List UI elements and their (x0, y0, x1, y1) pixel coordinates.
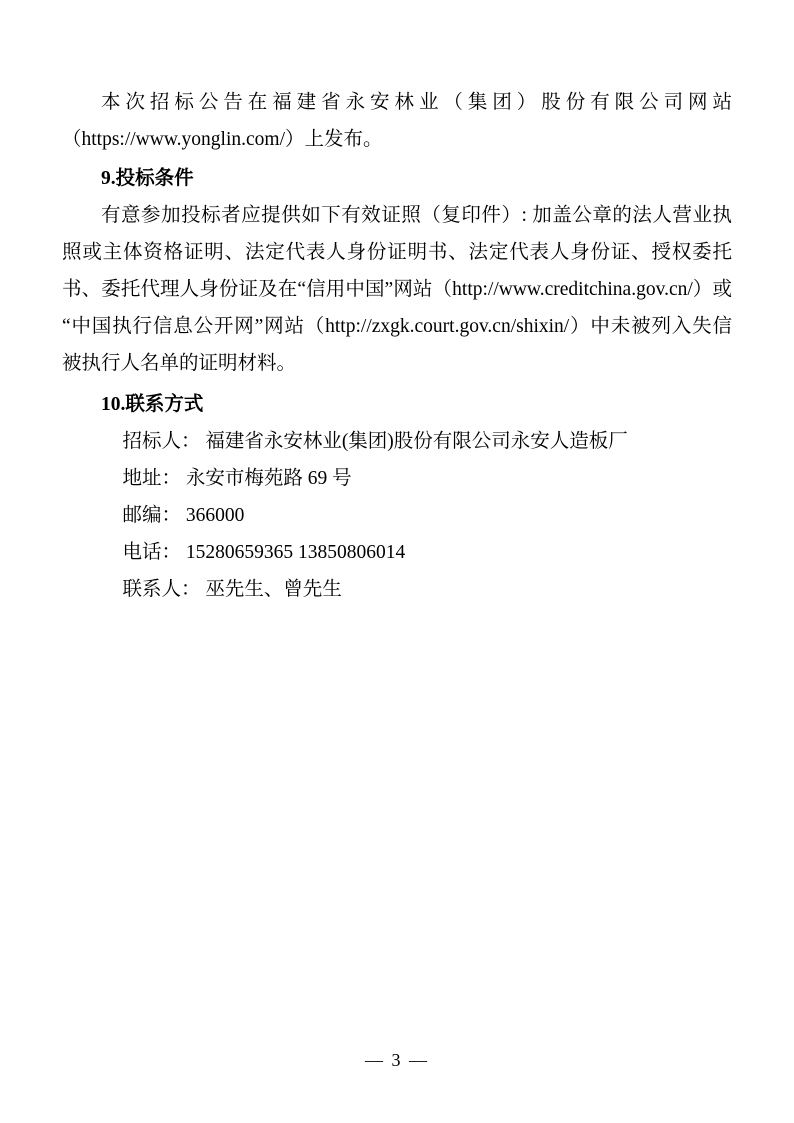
contact-line-phone: 电话： 15280659365 13850806014 (122, 542, 406, 563)
section-heading-bid-conditions: 9.投标条件 (101, 168, 194, 189)
contact-line-postcode: 邮编： 366000 (122, 505, 245, 526)
page-number: — 3 — (365, 1050, 429, 1070)
contact-info-list (62, 423, 732, 608)
intro-paragraph: 本次招标公告在福建省永安林业（集团）股份有限公司网站（https://www.yonglin.com/）上发布。 (62, 92, 732, 150)
contact-line-person: 联系人： 巫先生、曾先生 (122, 579, 342, 600)
section-heading-contact: 10.联系方式 (101, 394, 204, 415)
page-footer (0, 1050, 794, 1071)
contact-line-tenderer: 招标人： 福建省永安林业(集团)股份有限公司永安人造板厂 (122, 431, 628, 452)
section-body-bid-conditions: 有意参加投标者应提供如下有效证照（复印件）: 加盖公章的法人营业执照或主体资格证明、法定代表人身份证明书、法定代表人身份证、授权委托书、委托代理人身份证及在“信用中国”网站（http://www.creditchina.gov.cn/）或“中国执行信息公开网”网站（http://zxgk.court.gov.cn/shixin/）中未被列入失信被执行人名单的证明材料。 (62, 205, 732, 374)
document-body (62, 84, 732, 608)
contact-line-address: 地址： 永安市梅苑路 69 号 (122, 468, 352, 489)
